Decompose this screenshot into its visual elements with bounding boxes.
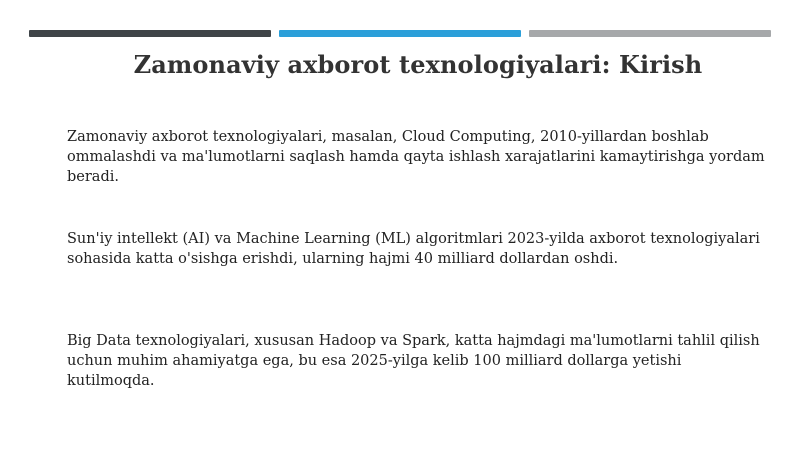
- paragraph-cloud-computing: Zamonaviy axborot texnologiyalari, masalan, Cloud Computing, 2010-yillardan boshlab ommalashdi va ma'lumotlarni saqlash hamda qayta ishlash xarajatlarini kamaytirishga yordam beradi.: [67, 129, 765, 185]
- header-bar-blue: [279, 30, 521, 37]
- slide-title: Zamonaviy axborot texnologiyalari: Kirish: [133, 50, 703, 79]
- paragraph-big-data: Big Data texnologiyalari, xususan Hadoop va Spark, katta hajmdagi ma'lumotlarni tahlil qilish uchun muhim ahamiyatga ega, bu esa 2025-yilga kelib 100 milliard dollarga yetishi kutilmoqda.: [67, 333, 760, 389]
- paragraph-ai-ml: Sun'iy intellekt (AI) va Machine Learning (ML) algoritmlari 2023-yilda axborot texnologiyalari sohasida katta o'sishga erishdi, ularning hajmi 40 milliard dollardan oshdi.: [67, 231, 760, 267]
- header-bar-dark: [29, 30, 271, 37]
- header-bar-gray: [529, 30, 771, 37]
